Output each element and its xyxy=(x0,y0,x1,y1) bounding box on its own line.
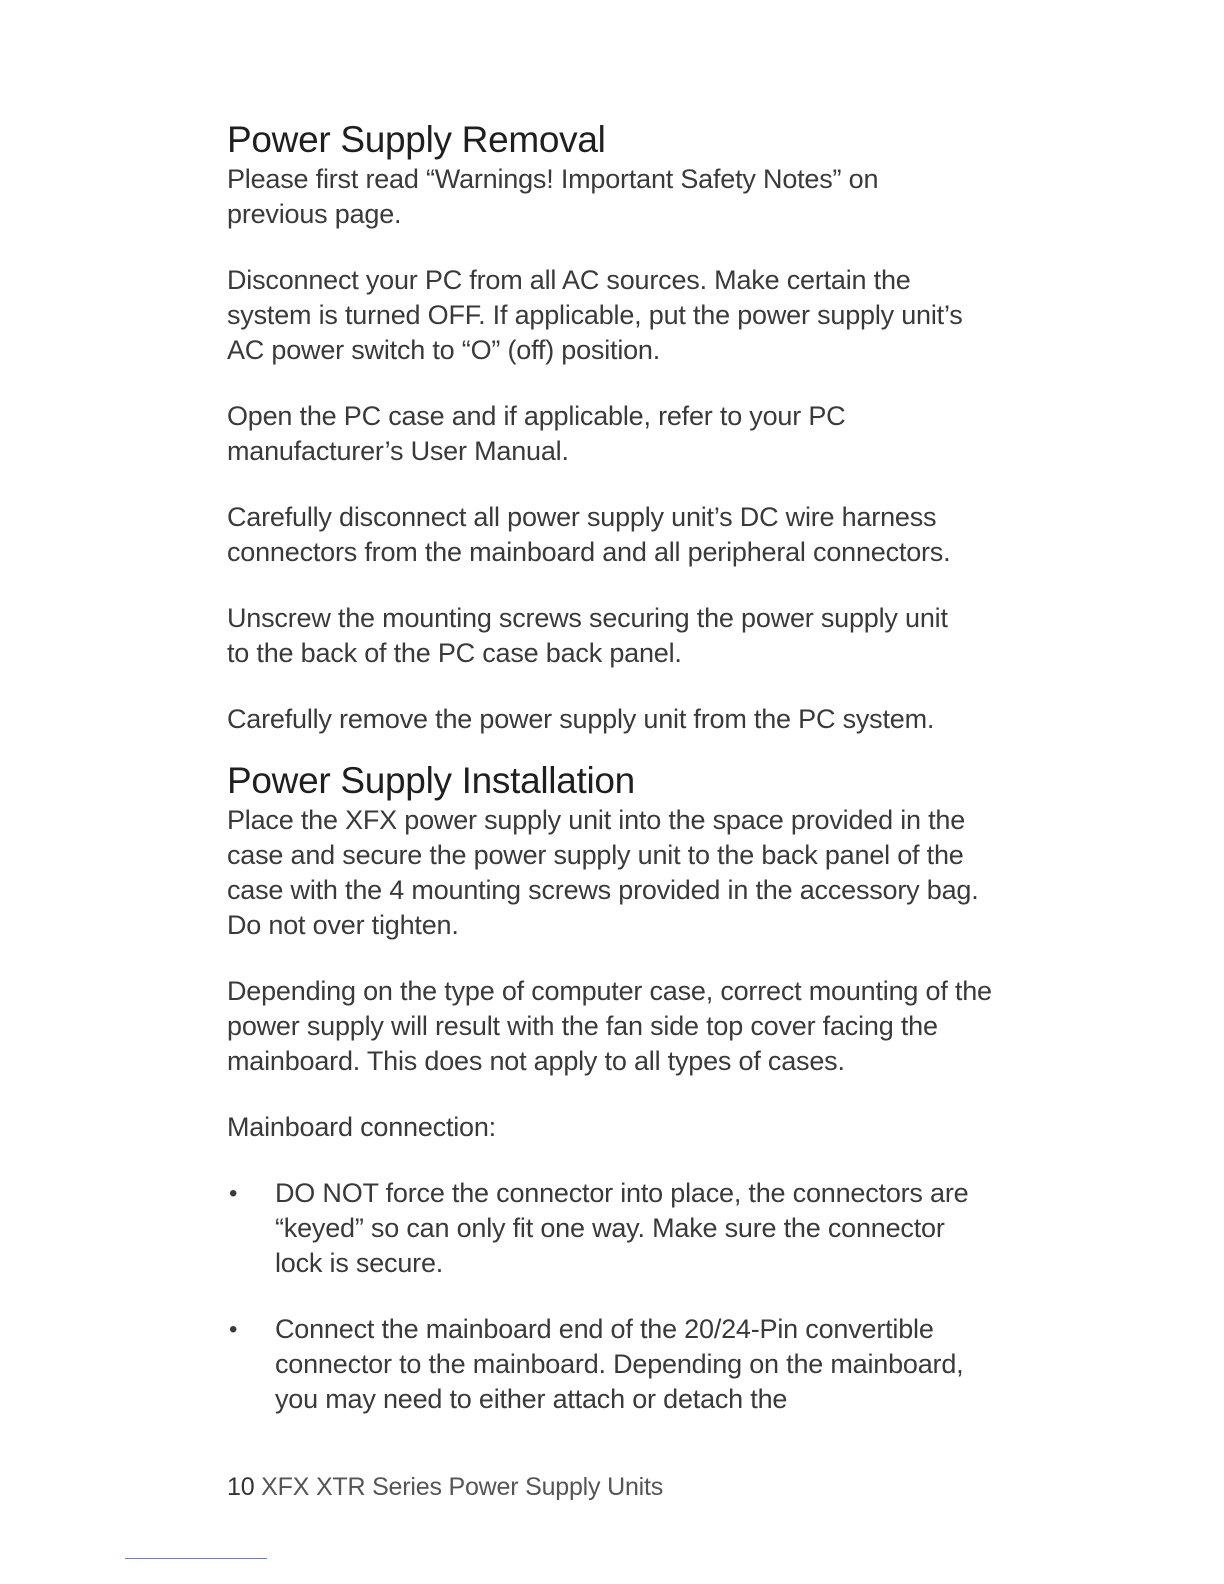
list-item xyxy=(227,1312,995,1417)
page-number: 10 xyxy=(227,1473,255,1501)
list-item-text: Connect the mainboard end of the 20/24-Pin convertible connector to the mainboard. Depending on the mainboard, you may need to either attach or detach the xyxy=(275,1314,964,1414)
page-content xyxy=(227,118,1007,1448)
removal-paragraph: Please first read “Warnings! Important Safety Notes” on previous page. xyxy=(227,164,879,229)
installation-paragraph: Mainboard connection: xyxy=(227,1112,496,1142)
installation-paragraph: Place the XFX power supply unit into the space provided in the case and secure the power supply unit to the back panel of the case with the 4 mounting screws provided in the accessory bag. Do not over tighten. xyxy=(227,805,979,940)
page-footer xyxy=(227,1471,663,1503)
list-item-text: DO NOT force the connector into place, the connectors are “keyed” so can only fit one way. Make sure the connector lock is secure. xyxy=(275,1178,969,1278)
mainboard-connection-list xyxy=(227,1176,1007,1417)
removal-paragraph: Carefully disconnect all power supply unit’s DC wire harness connectors from the mainboard and all peripheral connectors. xyxy=(227,502,951,567)
list-item xyxy=(227,1176,985,1281)
installation-heading: Power Supply Installation xyxy=(227,760,635,801)
bullet-icon: • xyxy=(229,1316,238,1343)
removal-heading: Power Supply Removal xyxy=(227,119,606,160)
bullet-icon: • xyxy=(229,1180,238,1207)
footer-title: XFX XTR Series Power Supply Units xyxy=(261,1473,664,1501)
removal-paragraph: Carefully remove the power supply unit from the PC system. xyxy=(227,704,935,734)
removal-paragraph: Disconnect your PC from all AC sources. Make certain the system is turned OFF. If applicable, put the power supply unit’s AC power switch to “O” (off) position. xyxy=(227,265,963,365)
removal-paragraph: Open the PC case and if applicable, refer to your PC manufacturer’s User Manual. xyxy=(227,401,846,466)
link-underline[interactable] xyxy=(125,1558,267,1559)
installation-paragraph: Depending on the type of computer case, correct mounting of the power supply will result with the fan side top cover facing the mainboard. This does not apply to all types of cases. xyxy=(227,976,992,1076)
removal-paragraph: Unscrew the mounting screws securing the power supply unit to the back of the PC case back panel. xyxy=(227,603,948,668)
